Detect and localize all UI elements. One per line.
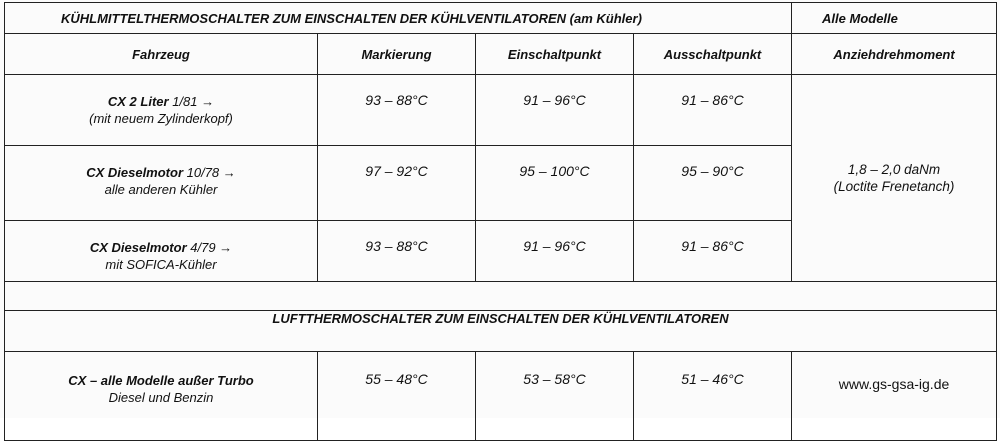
marking-value: 93 – 88°C [318,221,476,282]
switch-on-value: 91 – 96°C [476,75,634,146]
switch-off-value: 91 – 86°C [634,75,792,146]
header-vehicle: Fahrzeug [5,34,318,75]
all-models-label: Alle Modelle [792,3,997,34]
switch-off-value: 51 – 46°C [634,352,792,441]
table-row [5,352,997,441]
table-title: KÜHLMITTELTHERMOSCHALTER ZUM EINSCHALTEN DER KÜHLVENTILATOREN (am Kühler) [5,3,792,34]
vehicle-model: CX Dieselmotor [86,165,184,180]
torque-note: (Loctite Frenetanch) [833,179,955,194]
switch-off-value: 95 – 90°C [634,146,792,221]
table-row [5,75,997,146]
vehicle-cell [5,221,318,282]
section-title-row [5,311,997,352]
header-switch-off: Ausschaltpunkt [634,34,792,75]
vehicle-cell [5,352,318,441]
header-row [5,34,997,75]
marking-value: 93 – 88°C [318,75,476,146]
vehicle-note: mit SOFICA-Kühler [105,257,217,272]
header-torque: Anziehdrehmoment [792,34,997,75]
header-marking: Markierung [318,34,476,75]
switch-on-value: 91 – 96°C [476,221,634,282]
torque-value: 1,8 – 2,0 daNm [847,162,941,177]
vehicle-cell [5,75,318,146]
vehicle-model: CX – alle Modelle außer Turbo [68,373,254,388]
switch-on-value: 53 – 58°C [476,352,634,441]
vehicle-model: CX 2 Liter [107,94,169,109]
spacer-cell [5,282,997,311]
vehicle-model: CX Dieselmotor [89,240,187,255]
marking-value: 97 – 92°C [318,146,476,221]
title-row [5,3,997,34]
vehicle-date: 10/78 → [183,165,236,180]
vehicle-date: 1/81 → [168,94,215,109]
vehicle-note: alle anderen Kühler [104,182,218,197]
marking-value: 55 – 48°C [318,352,476,441]
vehicle-date: 4/79 → [186,240,233,255]
vehicle-note: (mit neuem Zylinderkopf) [89,111,233,126]
vehicle-cell [5,146,318,221]
switch-on-value: 95 – 100°C [476,146,634,221]
website-watermark: www.gs-gsa-ig.de [792,352,997,441]
thermoswitch-table [4,2,997,441]
torque-cell [792,75,997,282]
vehicle-note: Diesel und Benzin [108,390,214,405]
header-switch-on: Einschaltpunkt [476,34,634,75]
section-spacer [5,282,997,311]
switch-off-value: 91 – 86°C [634,221,792,282]
section2-title: LUFTTHERMOSCHALTER ZUM EINSCHALTEN DER KÜHLVENTILATOREN [5,311,997,352]
